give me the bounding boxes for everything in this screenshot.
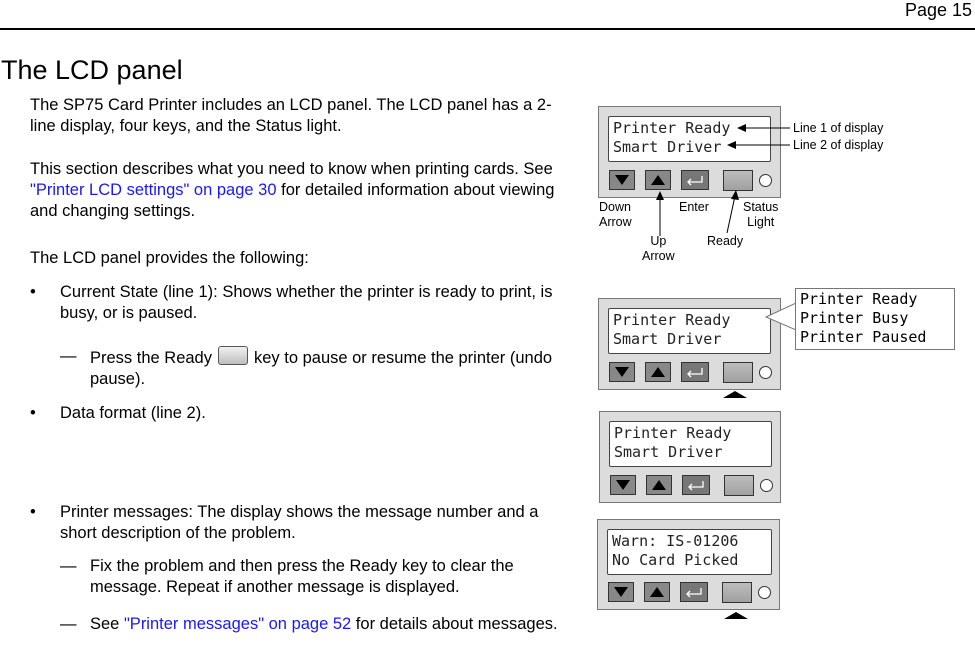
label-line-2: Line 2 of display [793,138,884,152]
bullet-printer-messages: Printer messages: The display shows the message number and a short description of the problem. [60,503,539,542]
label-enter: Enter [679,200,709,214]
enter-key [680,582,708,602]
dash-marker: — [60,347,77,365]
bullet-current-state: Current State (line 1): Shows whether the printer is ready to print, is busy, or is paused. [60,283,553,322]
dash-marker: — [60,557,77,575]
status-light [760,479,773,492]
dash-marker: — [60,615,77,633]
lcd-panel-data-format [599,411,781,503]
lcd-line-1: Printer Ready [614,424,732,442]
label-line-1: Line 1 of display [793,121,884,135]
sub-bullet-fix-problem: Fix the problem and then press the Ready key to clear the message. Repeat if another message is displayed. [90,557,514,596]
ready-key-pointer [724,612,748,619]
lcd-line-1: Printer Ready [613,119,731,137]
state-busy: Printer Busy [800,309,909,327]
state-ready: Printer Ready [800,290,918,308]
up-arrow-key [644,582,670,602]
state-callout-box [795,288,955,350]
label-status-light: Status Light [743,200,779,229]
down-arrow-key [610,475,636,495]
label-ready: Ready [707,234,744,248]
lcd-display [607,529,772,575]
intro-paragraph-3: The LCD panel provides the following: [30,249,309,267]
lcd-display [609,421,772,467]
lcd-line-2: Smart Driver [613,138,722,156]
ready-key-pointer [723,391,747,398]
enter-icon [683,476,709,494]
bullet-marker: • [30,283,36,301]
lcd-line-2: Smart Driver [613,330,722,348]
down-arrow-icon [609,583,633,601]
up-arrow-icon [647,476,671,494]
intro-paragraph-2: This section describes what you need to know when printing cards. See "Printer LCD settings" on page 30 for detailed information about viewing and changing settings. [30,160,555,220]
bullet-data-format: Data format (line 2). [60,404,206,422]
ready-key [722,582,752,603]
lcd-line-2: No Card Picked [612,551,739,569]
sub-bullet-see-messages: See "Printer messages" on page 52 for details about messages. [90,615,558,633]
lcd-panel-message [597,519,780,610]
page-title: The LCD panel [1,55,183,85]
label-down-arrow: Down Arrow [599,200,632,229]
status-light [758,586,771,599]
down-arrow-icon [611,476,635,494]
enter-icon [681,583,707,601]
up-arrow-key [646,475,672,495]
bullet-marker: • [30,404,36,422]
bullet-marker: • [30,503,36,521]
state-paused: Printer Paused [800,328,927,346]
lcd-line-1: Warn: IS-01206 [612,532,739,550]
enter-key [682,475,710,495]
intro-paragraph-1: The SP75 Card Printer includes an LCD panel. The LCD panel has a 2-line display, four keys, and the Status light. [30,96,552,135]
down-arrow-key [608,582,634,602]
lcd-line-1: Printer Ready [613,311,731,329]
sub-bullet-ready-key: Press the Ready key to pause or resume the printer (undo pause). [90,346,575,390]
ready-key [724,475,754,496]
link-printer-lcd-settings[interactable]: "Printer LCD settings" on page 30 [30,181,277,199]
label-up-arrow: Up Arrow [642,234,675,263]
link-printer-messages[interactable]: "Printer messages" on page 52 [123,615,352,633]
lcd-line-2: Smart Driver [614,443,723,461]
page-number: Page 15 [904,0,972,20]
up-arrow-icon [645,583,669,601]
